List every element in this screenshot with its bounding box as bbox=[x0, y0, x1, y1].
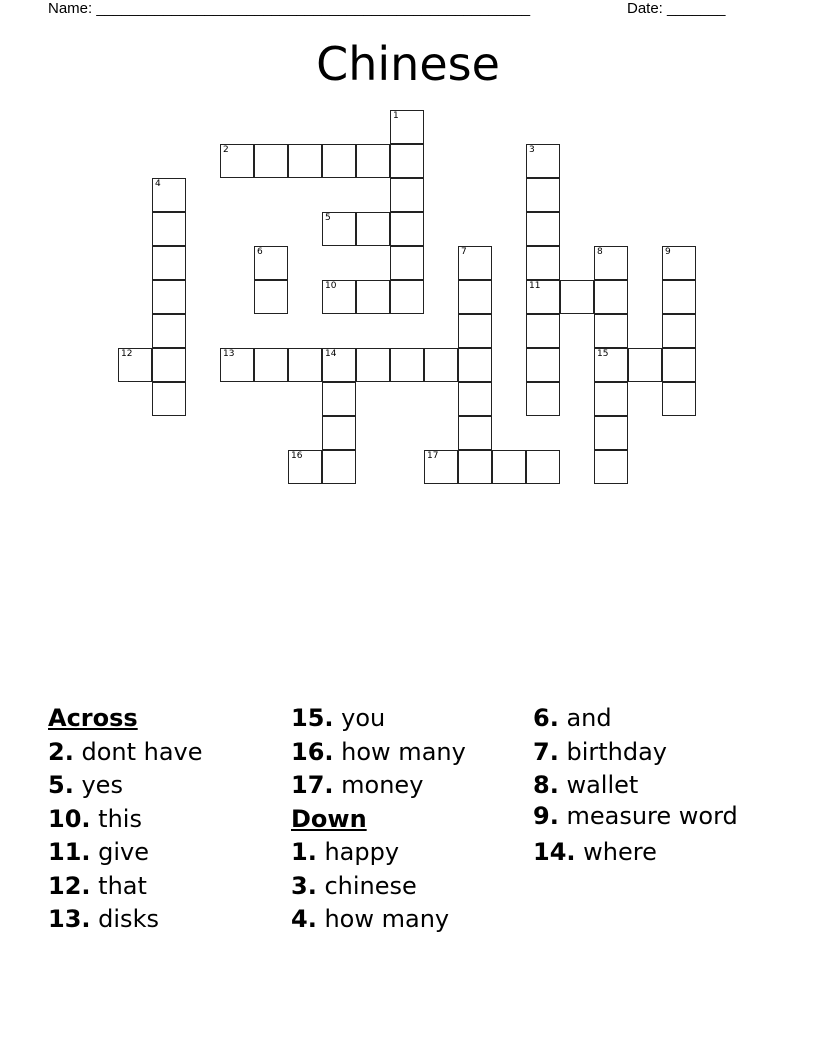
grid-cell[interactable] bbox=[560, 280, 594, 314]
grid-cell[interactable] bbox=[458, 416, 492, 450]
clue-column-2 bbox=[291, 702, 531, 937]
grid-cell[interactable] bbox=[152, 212, 186, 246]
clue-number: 15 bbox=[597, 349, 609, 359]
grid-cell[interactable] bbox=[662, 280, 696, 314]
grid-cell[interactable] bbox=[322, 280, 356, 314]
clue-across-10: 10. this bbox=[48, 804, 142, 833]
clue-number: 12 bbox=[121, 349, 133, 359]
grid-cell[interactable] bbox=[526, 246, 560, 280]
grid-cell[interactable] bbox=[220, 144, 254, 178]
clue-down-3: 3. chinese bbox=[291, 871, 417, 900]
grid-cell[interactable] bbox=[594, 382, 628, 416]
grid-cell[interactable] bbox=[118, 348, 152, 382]
clue-down-9: 9. measure word bbox=[533, 801, 738, 830]
clue-down-14: 14. where bbox=[533, 837, 657, 866]
grid-cell[interactable] bbox=[254, 348, 288, 382]
crossword-grid bbox=[0, 0, 816, 520]
clue-number: 5 bbox=[325, 213, 331, 223]
clue-number: 9 bbox=[665, 247, 671, 257]
clue-number: 4 bbox=[155, 179, 161, 189]
grid-cell[interactable] bbox=[356, 212, 390, 246]
grid-cell[interactable] bbox=[288, 348, 322, 382]
grid-cell[interactable] bbox=[424, 348, 458, 382]
grid-cell[interactable] bbox=[390, 212, 424, 246]
clue-number: 8 bbox=[597, 247, 603, 257]
grid-cell[interactable] bbox=[220, 348, 254, 382]
clue-number: 7 bbox=[461, 247, 467, 257]
grid-cell[interactable] bbox=[458, 382, 492, 416]
grid-cell[interactable] bbox=[458, 348, 492, 382]
grid-cell[interactable] bbox=[526, 144, 560, 178]
grid-cell[interactable] bbox=[152, 348, 186, 382]
clue-across-5: 5. yes bbox=[48, 771, 123, 799]
clue-across-16: 16. how many bbox=[291, 737, 466, 766]
grid-cell[interactable] bbox=[322, 382, 356, 416]
clue-down-1: 1. happy bbox=[291, 838, 400, 866]
grid-cell[interactable] bbox=[390, 348, 424, 382]
clue-down-6: 6. and bbox=[533, 704, 612, 732]
grid-cell[interactable] bbox=[152, 246, 186, 280]
grid-cell[interactable] bbox=[458, 246, 492, 280]
clue-down-7: 7. birthday bbox=[533, 737, 668, 766]
grid-cell[interactable] bbox=[594, 280, 628, 314]
grid-cell[interactable] bbox=[390, 280, 424, 314]
grid-cell[interactable] bbox=[594, 450, 628, 484]
grid-cell[interactable] bbox=[526, 314, 560, 348]
grid-cell[interactable] bbox=[152, 280, 186, 314]
grid-cell[interactable] bbox=[594, 416, 628, 450]
grid-cell[interactable] bbox=[526, 212, 560, 246]
date-field-label: Date: _______ bbox=[627, 0, 726, 17]
grid-cell[interactable] bbox=[254, 246, 288, 280]
grid-cell[interactable] bbox=[390, 144, 424, 178]
clue-number: 10 bbox=[325, 281, 337, 291]
grid-cell[interactable] bbox=[356, 280, 390, 314]
grid-cell[interactable] bbox=[662, 382, 696, 416]
clue-across-13: 13. disks bbox=[48, 905, 159, 933]
page-title: Chinese bbox=[316, 37, 500, 91]
grid-cell[interactable] bbox=[288, 144, 322, 178]
grid-cell[interactable] bbox=[628, 348, 662, 382]
grid-cell[interactable] bbox=[594, 348, 628, 382]
grid-cell[interactable] bbox=[390, 110, 424, 144]
grid-cell[interactable] bbox=[322, 348, 356, 382]
grid-cell[interactable] bbox=[356, 348, 390, 382]
clue-number: 1 bbox=[393, 111, 399, 121]
clue-number: 14 bbox=[325, 349, 337, 359]
grid-cell[interactable] bbox=[288, 450, 322, 484]
grid-cell[interactable] bbox=[254, 144, 288, 178]
grid-cell[interactable] bbox=[390, 178, 424, 212]
grid-cell[interactable] bbox=[526, 450, 560, 484]
grid-cell[interactable] bbox=[526, 348, 560, 382]
grid-cell[interactable] bbox=[152, 382, 186, 416]
clue-down-4: 4. how many bbox=[291, 905, 450, 933]
grid-cell[interactable] bbox=[526, 280, 560, 314]
clue-column-1 bbox=[48, 702, 288, 937]
grid-cell[interactable] bbox=[458, 450, 492, 484]
grid-cell[interactable] bbox=[662, 348, 696, 382]
grid-cell[interactable] bbox=[458, 280, 492, 314]
clue-number: 13 bbox=[223, 349, 235, 359]
clue-number: 16 bbox=[291, 451, 303, 461]
grid-cell[interactable] bbox=[322, 416, 356, 450]
clue-number: 3 bbox=[529, 145, 535, 155]
clue-across-11: 11. give bbox=[48, 838, 150, 866]
clue-down-8: 8. wallet bbox=[533, 771, 639, 799]
clue-column-3 bbox=[533, 702, 773, 869]
grid-cell[interactable] bbox=[526, 178, 560, 212]
clue-number: 11 bbox=[529, 281, 541, 291]
clue-across-15: 15. you bbox=[291, 704, 386, 732]
grid-cell[interactable] bbox=[356, 144, 390, 178]
grid-cell[interactable] bbox=[322, 212, 356, 246]
clue-number: 17 bbox=[427, 451, 439, 461]
grid-cell[interactable] bbox=[424, 450, 458, 484]
grid-cell[interactable] bbox=[322, 144, 356, 178]
grid-cell[interactable] bbox=[152, 178, 186, 212]
clue-across-12: 12. that bbox=[48, 871, 147, 900]
across-heading: Across bbox=[48, 704, 138, 732]
grid-cell[interactable] bbox=[662, 246, 696, 280]
clue-across-2: 2. dont have bbox=[48, 737, 203, 766]
clue-number: 2 bbox=[223, 145, 229, 155]
grid-cell[interactable] bbox=[526, 382, 560, 416]
grid-cell[interactable] bbox=[492, 450, 526, 484]
grid-cell[interactable] bbox=[322, 450, 356, 484]
grid-cell[interactable] bbox=[390, 246, 424, 280]
grid-cell[interactable] bbox=[594, 246, 628, 280]
name-field-label: Name: ____________________________________________________ bbox=[48, 0, 531, 17]
grid-cell[interactable] bbox=[662, 314, 696, 348]
grid-cell[interactable] bbox=[152, 314, 186, 348]
clue-number: 6 bbox=[257, 247, 263, 257]
grid-cell[interactable] bbox=[458, 314, 492, 348]
down-heading: Down bbox=[291, 804, 367, 833]
clue-across-17: 17. money bbox=[291, 771, 424, 799]
grid-cell[interactable] bbox=[594, 314, 628, 348]
grid-cell[interactable] bbox=[254, 280, 288, 314]
